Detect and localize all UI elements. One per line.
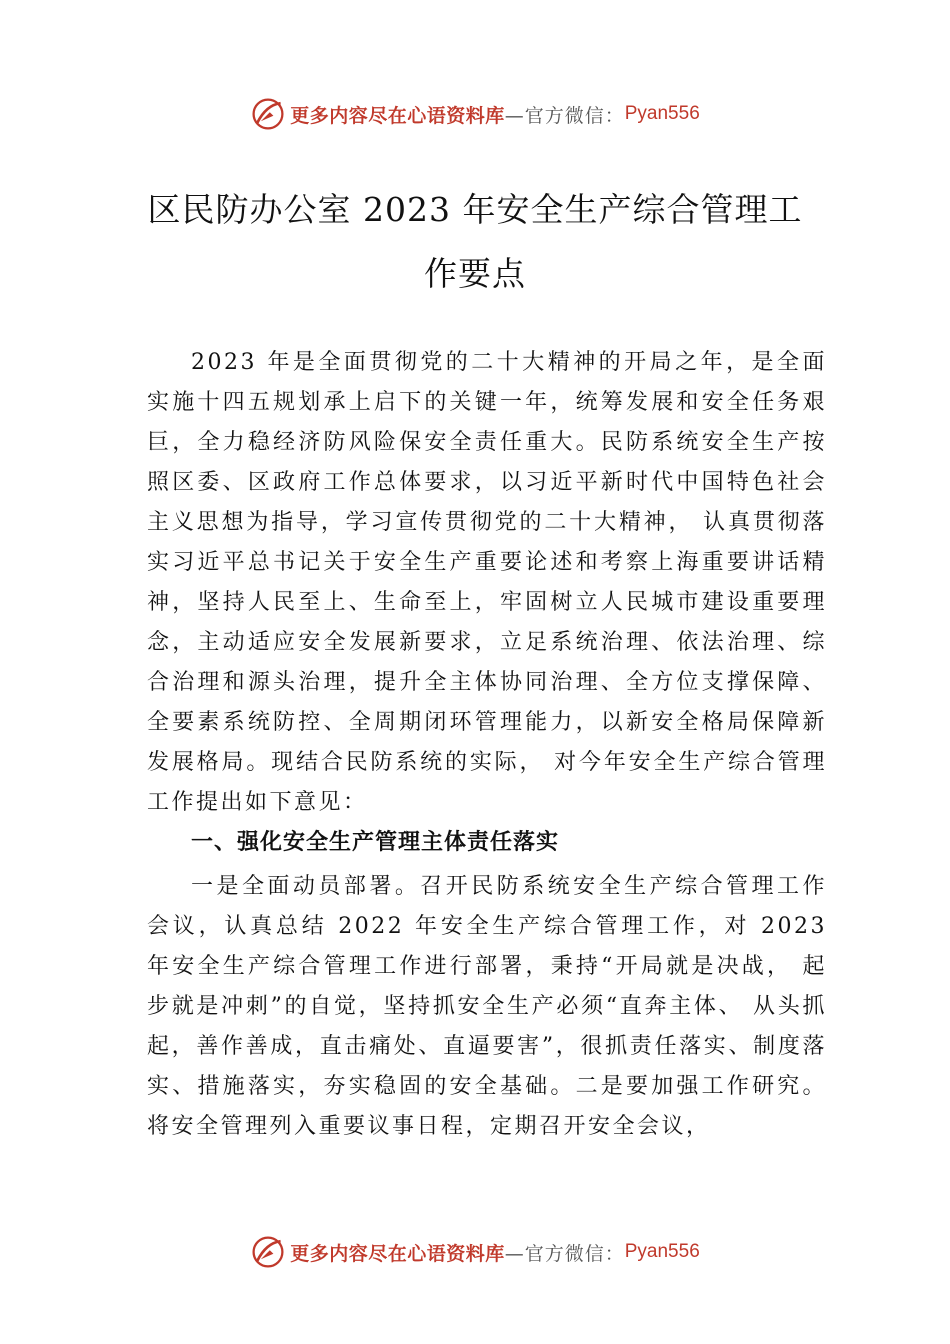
header-watermark-banner	[0, 96, 950, 137]
title-line-1: 区民防办公室 2023 年安全生产综合管理工	[147, 190, 803, 229]
intro-paragraph: 2023 年是全面贯彻党的二十大精神的开局之年，是全面实施十四五规划承上启下的关键一年，统筹发展和安全任务艰巨，全力稳经济防风险保安全责任重大。民防系统安全生产按照区委、区政府工作总体要求，以习近平新时代中国特色社会主义思想为指导，学习宣传贯彻党的二十大精神， 认真贯彻落实习近平总书记关于安全生产重要论述和考察上海重要讲话精神，坚持人民至上、生命至上，牢固树立人民城市建设重要理念，主动适应安全发展新要求，立足系统治理、依法治理、综合治理和源头治理，提升全主体协同治理、全方位支撑保障、全要素系统防控、全周期闭环管理能力，以新安全格局保障新发展格局。现结合民防系统的实际， 对今年安全生产综合管理工作提出如下意见：	[147, 350, 827, 815]
document-title	[0, 178, 950, 306]
brush-logo-icon	[250, 1234, 286, 1270]
banner-text-library: 更多内容尽在心语资料库	[290, 104, 505, 127]
banner-text-library: 更多内容尽在心语资料库	[290, 1242, 505, 1265]
banner-text-account: Pyan556	[624, 103, 700, 124]
banner-text-wechat: —官方微信：	[504, 1242, 625, 1265]
section-1-paragraph: 一是全面动员部署。召开民防系统安全生产综合管理工作会议，认真总结 2022 年安全生产综合管理工作，对 2023 年安全生产综合管理工作进行部署，秉持“开局就是决战， 起步就是冲刺”的自觉，坚持抓安全生产必须“直奔主体、 从头抓起，善作善成，直击痛处、直逼要害”，很抓责任落实、制度落实、措施落实，夯实稳固的安全基础。二是要加强工作研究。将安全管理列入重要议事日程，定期召开安全会议，	[147, 874, 827, 1139]
document-body	[147, 343, 827, 1147]
banner-text-wechat: —官方微信：	[504, 104, 625, 127]
section-heading-1: 一、强化安全生产管理主体责任落实	[191, 830, 560, 855]
title-line-2: 作要点	[424, 254, 526, 293]
banner-text-account: Pyan556	[624, 1241, 700, 1262]
footer-watermark-banner	[0, 1234, 950, 1275]
brush-logo-icon	[250, 96, 286, 132]
